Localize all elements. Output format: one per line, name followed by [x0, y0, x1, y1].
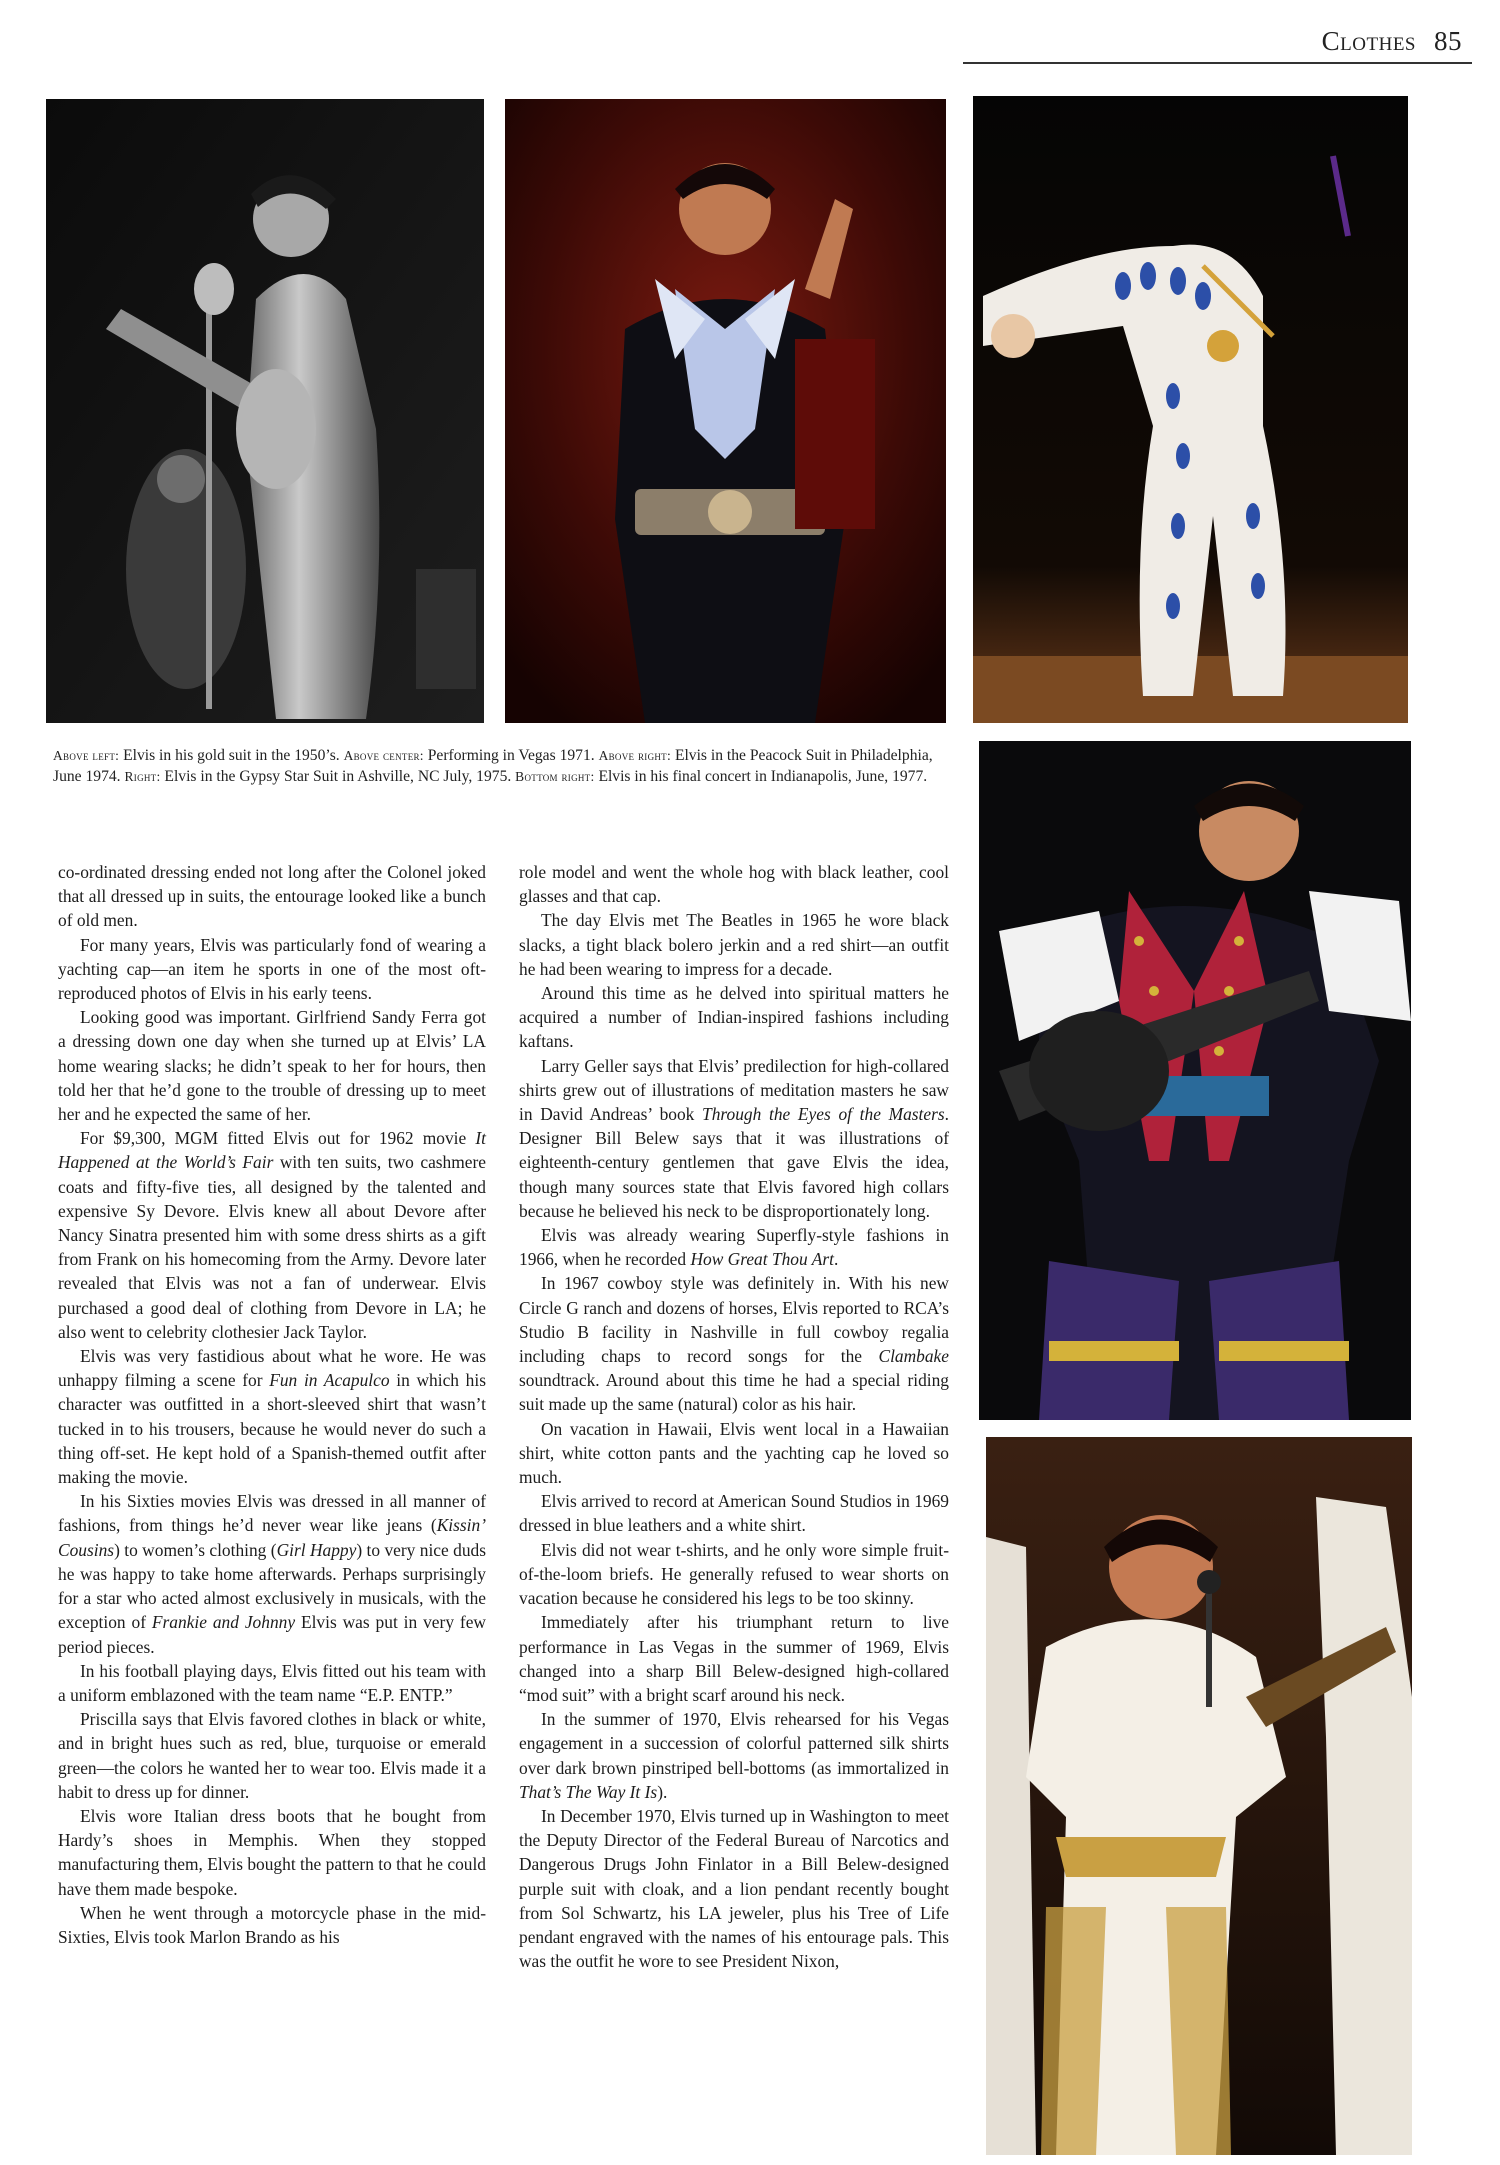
film-title: Girl Happy — [276, 1539, 357, 1560]
elvis-vegas-1971-photo — [505, 99, 946, 723]
elvis-gold-suit-photo — [46, 99, 484, 723]
paragraph: role model and went the whole hog with black leather, cool glasses and that cap. — [519, 862, 949, 907]
caption-label-right: Right: — [124, 769, 161, 784]
caption-text-above-right: Elvis in the Peacock Suit in Philadelphia, June 1974. — [53, 747, 933, 785]
section-title: Clothes — [1321, 26, 1416, 56]
paragraph: Priscilla says that Elvis favored clothes in black or white, and in bright hues such as red, blue, turquoise or emerald green—the colors he wanted her to wear too. Elvis made it a habit to dress up for dinner. — [58, 1709, 486, 1802]
caption-label-bottom-right: Bottom right: — [515, 769, 595, 784]
paragraph — [58, 1126, 486, 1344]
elvis-final-concert-photo — [986, 1437, 1412, 2155]
paragraph — [519, 1707, 949, 1804]
paragraph-text: with ten suits, two cashmere coats and fifty-five ties, all designed by the talented and expensive Sy Devore. Elvis knew all about Devore after Nancy Sinatra presented him with some dress shirts as a gift from Frank on his homecoming from the Army. Devore later revealed that Elvis was not a fan of underwear. Elvis purchased a good deal of clothing from Devore in LA; he also went to celebrity clothesier Jack Taylor. — [58, 1152, 487, 1342]
paragraph: When he went through a motorcycle phase in the mid-Sixties, Elvis took Marlon Brando as his — [58, 1902, 486, 1947]
album-title: How Great Thou Art — [690, 1249, 834, 1270]
photo-caption — [53, 745, 943, 787]
paragraph: Elvis did not wear t-shirts, and he only wore simple fruit-of-the-loom briefs. He generally refused to wear shorts on vacation because he considered his legs to be too skinny. — [519, 1539, 949, 1609]
paragraph: The day Elvis met The Beatles in 1965 he wore black slacks, a tight black bolero jerkin and a red shirt—an outfit he had been wearing to impress for a decade. — [519, 910, 949, 979]
book-title: Through the Eyes of the Masters — [702, 1104, 945, 1125]
body-column-left — [58, 860, 486, 1949]
paragraph: Elvis arrived to record at American Sound Studios in 1969 dressed in blue leathers and a white shirt. — [519, 1491, 949, 1536]
paragraph — [519, 1271, 949, 1416]
body-column-right — [519, 860, 949, 1973]
paragraph: Elvis wore Italian dress boots that he bought from Hardy’s shoes in Memphis. When they stopped manufacturing them, Elvis bought the pattern to that he could have them made bespoke. — [58, 1805, 486, 1899]
film-title: Clambake — [878, 1346, 949, 1367]
paragraph-text: . Designer Bill Belew says that it was illustrations of eighteenth-century gentlemen that gave Elvis the idea, though many sources state that Elvis favored high collars because he believed his neck to be disproportionately long. — [519, 1104, 949, 1221]
film-title: Kissin’ Cousins — [58, 1515, 486, 1560]
caption-text-above-left: Elvis in his gold suit in the 1950’s. — [119, 747, 344, 764]
paragraph-text: In the summer of 1970, Elvis rehearsed for his Vegas engagement in a succession of colorful patterned silk shirts over dark brown pinstriped bell-bottoms (as immortalized in — [519, 1709, 949, 1778]
paragraph: Immediately after his triumphant return to live performance in Las Vegas in the summer of 1969, Elvis changed into a sharp Bill Belew-designed high-collared “mod suit” with a bright scarf around his neck. — [519, 1612, 949, 1705]
paragraph: On vacation in Hawaii, Elvis went local in a Hawaiian shirt, white cotton pants and the yachting cap he loved so much. — [519, 1418, 949, 1488]
paragraph: For many years, Elvis was particularly fond of wearing a yachting cap—an item he sports in one of the most oft-reproduced photos of Elvis in his early teens. — [58, 934, 486, 1004]
paragraph-text: Larry Geller says that Elvis’ predilection for high-collared shirts grew out of illustrations of meditation masters he saw in David Andreas’ book — [519, 1055, 949, 1125]
paragraph-text: For $9,300, MGM fitted Elvis out for 1962 movie — [80, 1128, 476, 1149]
caption-text-right: Elvis in the Gypsy Star Suit in Ashville, NC July, 1975. — [160, 768, 516, 785]
paragraph-text: Elvis was already wearing Superfly-style fashions in 1966, when he recorded — [519, 1225, 949, 1270]
paragraph-text: In his Sixties movies Elvis was dressed in all manner of fashions, from things he’d never wear like jeans ( — [58, 1491, 486, 1536]
paragraph: co-ordinated dressing ended not long after the Colonel joked that all dressed up in suits, the entourage looked like a bunch of old men. — [58, 862, 486, 931]
paragraph: Around this time as he delved into spiritual matters he acquired a number of Indian-inspired fashions including kaftans. — [519, 983, 949, 1052]
paragraph-text: ) to very nice duds he was happy to take home afterwards. Perhaps surprisingly for a star who acted almost exclusively in musicals, with the exception of — [58, 1539, 486, 1633]
film-title: Fun in Acapulco — [269, 1370, 390, 1391]
caption-label-above-left: Above left: — [53, 748, 120, 763]
paragraph-text: Elvis was very fastidious about what he wore. He was unhappy filming a scene for — [58, 1346, 486, 1391]
caption-label-above-center: Above center: — [343, 748, 424, 763]
film-title: That’s The Way It Is — [519, 1781, 658, 1802]
paragraph: In December 1970, Elvis turned up in Washington to meet the Deputy Director of the Federal Bureau of Narcotics and Dangerous Drugs John Finlator in a Bill Belew-designed purple suit with cloak, and a lion pendant recently bought from Sol Schwartz, his LA jeweler, plus his Tree of Life pendant engraved with the names of his entourage pals. This was the outfit he wore to see President Nixon, — [519, 1805, 949, 1972]
paragraph-text: ) to women’s clothing ( — [114, 1539, 277, 1560]
paragraph-text: Elvis was put in very few period pieces. — [58, 1612, 486, 1657]
page-number: 85 — [1434, 26, 1462, 56]
film-title: It Happened at the World’s Fair — [58, 1128, 486, 1173]
paragraph-text: in which his character was outfitted in a short-sleeved shirt that wasn’t tucked in to his trousers, because he would never do such a thing off-set. He kept hold of a Spanish-themed outfit after making the movie. — [58, 1370, 486, 1488]
elvis-peacock-suit-photo — [973, 96, 1408, 723]
header-rule — [963, 62, 1472, 64]
caption-label-above-right: Above right: — [598, 748, 672, 763]
paragraph-text: ). — [657, 1781, 668, 1802]
paragraph — [58, 1489, 486, 1658]
elvis-gypsy-star-suit-photo — [979, 741, 1411, 1420]
paragraph: Looking good was important. Girlfriend Sandy Ferra got a dressing down one day when she turned up at Elvis’ LA home wearing slacks; he didn’t speak to her for hours, then told her that he’d gone to the trouble of dressing up to meet her and he expected the same of her. — [58, 1007, 486, 1125]
paragraph-text: . — [833, 1249, 839, 1270]
paragraph-text: In 1967 cowboy style was definitely in. With his new Circle G ranch and dozens of horses, Elvis reported to RCA’s Studio B facility in Nashville in full cowboy regalia including chaps to record songs for the — [519, 1273, 949, 1367]
paragraph-text: soundtrack. Around about this time he had a special riding suit made up the same (natural) color as his hair. — [519, 1370, 949, 1415]
running-head — [1322, 26, 1462, 57]
caption-text-bottom-right: Elvis in his final concert in Indianapolis, June, 1977. — [594, 768, 928, 785]
caption-text-above-center: Performing in Vegas 1971. — [423, 747, 599, 764]
paragraph — [519, 1223, 949, 1271]
paragraph: In his football playing days, Elvis fitted out his team with a uniform emblazoned with the team name “E.P. ENTP.” — [58, 1660, 486, 1705]
film-title: Frankie and Johnny — [151, 1612, 296, 1633]
paragraph — [58, 1344, 486, 1489]
paragraph — [519, 1054, 949, 1223]
